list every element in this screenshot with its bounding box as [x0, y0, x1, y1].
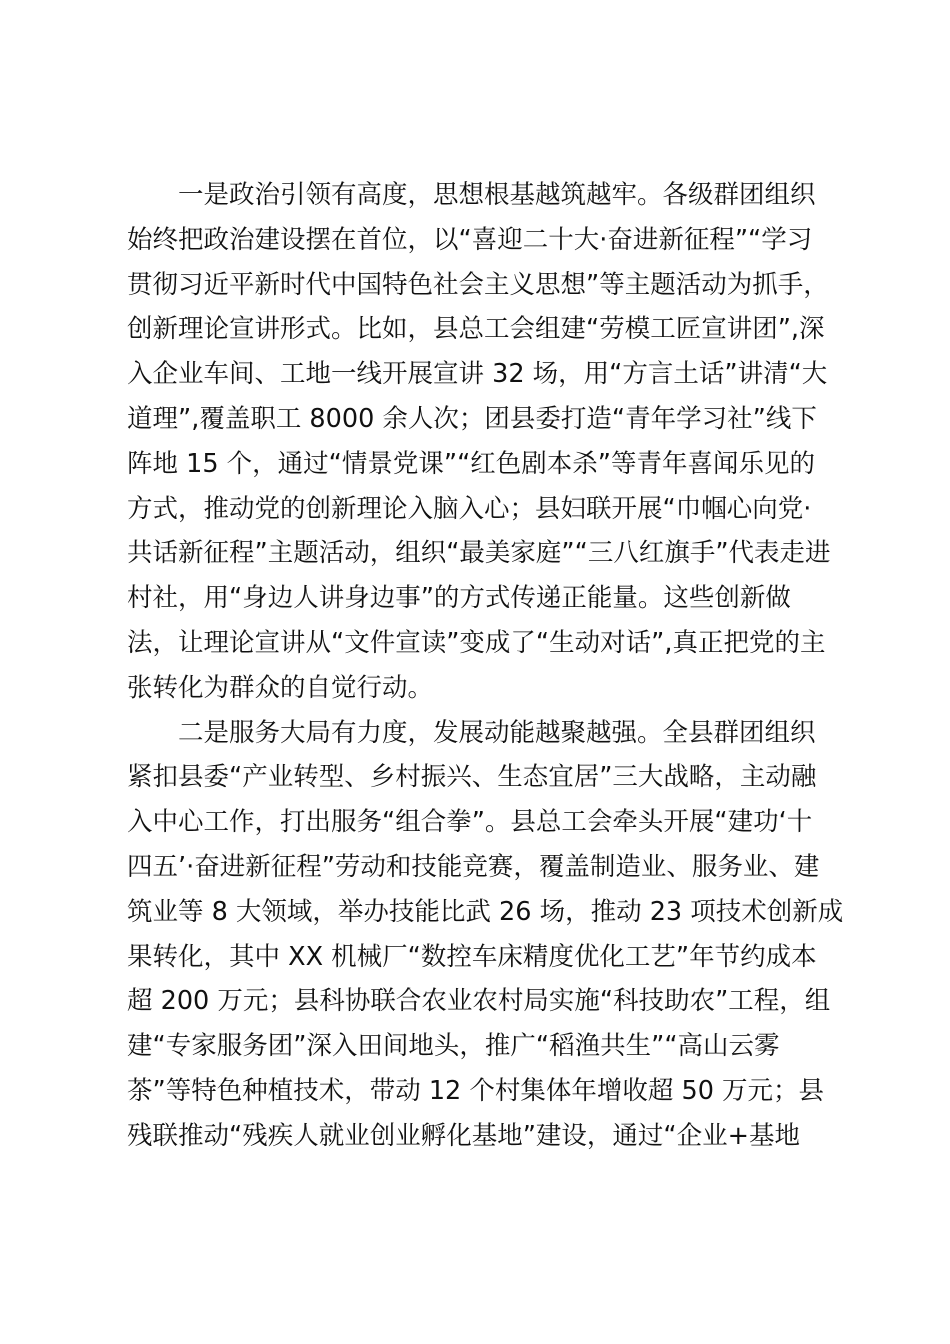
paragraph-line: 四五’·奋进新征程”劳动和技能竞赛，覆盖制造业、服务业、建: [127, 851, 820, 882]
paragraph-line: 二是服务大局有力度，发展动能越聚越强。全县群团组织: [178, 717, 816, 748]
document-body: [127, 173, 844, 1159]
paragraph-line: 果转化，其中 XX 机械厂“数控车床精度优化工艺”年节约成本: [127, 941, 817, 972]
paragraph-political-leadership: [127, 173, 833, 711]
paragraph-line: 法，让理论宣讲从“文件宣读”变成了“生动对话”,真正把党的主: [127, 627, 826, 658]
paragraph-line: 道理”,覆盖职工 8000 余人次；团县委打造“青年学习社”线下: [127, 403, 817, 434]
paragraph-line: 始终把政治建设摆在首位，以“喜迎二十大·奋进新征程”“学习: [127, 224, 813, 255]
paragraph-line: 一是政治引领有高度，思想根基越筑越牢。各级群团组织: [178, 180, 816, 210]
paragraph-line: 残联推动“残疾人就业创业孵化基地”建设，通过“企业+基地: [127, 1120, 800, 1151]
paragraph-line: 筑业等 8 大领域，举办技能比武 26 场，推动 23 项技术创新成: [127, 896, 844, 927]
paragraph-line: 共话新征程”主题活动，组织“最美家庭”“三八红旗手”代表走进: [127, 538, 831, 569]
paragraph-line: 入中心工作，打出服务“组合拳”。县总工会牵头开展“建功‘十: [127, 807, 813, 838]
paragraph-line: 阵地 15 个，通过“情景党课”“红色剧本杀”等青年喜闻乐见的: [127, 448, 816, 479]
paragraph-line: 村社，用“身边人讲身边事”的方式传递正能量。这些创新做: [127, 583, 791, 614]
paragraph-line: 超 200 万元；县科协联合农业农村局实施“科技助农”工程，组: [127, 986, 831, 1017]
paragraph-line: 茶”等特色种植技术，带动 12 个村集体年增收超 50 万元；县: [127, 1075, 825, 1106]
paragraph-line: 建“专家服务团”深入田间地头，推广“稻渔共生”“高山云雾: [127, 1031, 780, 1062]
paragraph-line: 创新理论宣讲形式。比如，县总工会组建“劳模工匠宣讲团”,深: [127, 314, 825, 345]
paragraph-line: 紧扣县委“产业转型、乡村振兴、生态宜居”三大战略，主动融: [127, 762, 817, 793]
paragraph-line: 入企业车间、工地一线开展宣讲 32 场，用“方言土话”讲清“大: [127, 359, 828, 390]
paragraph-line: 方式，推动党的创新理论入脑入心；县妇联开展“巾帼心向党·: [127, 493, 812, 524]
paragraph-line: 张转化为群众的自觉行动。: [127, 672, 434, 703]
paragraph-line: 贯彻习近平新时代中国特色社会主义思想”等主题活动为抓手，: [127, 269, 829, 300]
paragraph-serving-overall: [127, 711, 844, 1159]
